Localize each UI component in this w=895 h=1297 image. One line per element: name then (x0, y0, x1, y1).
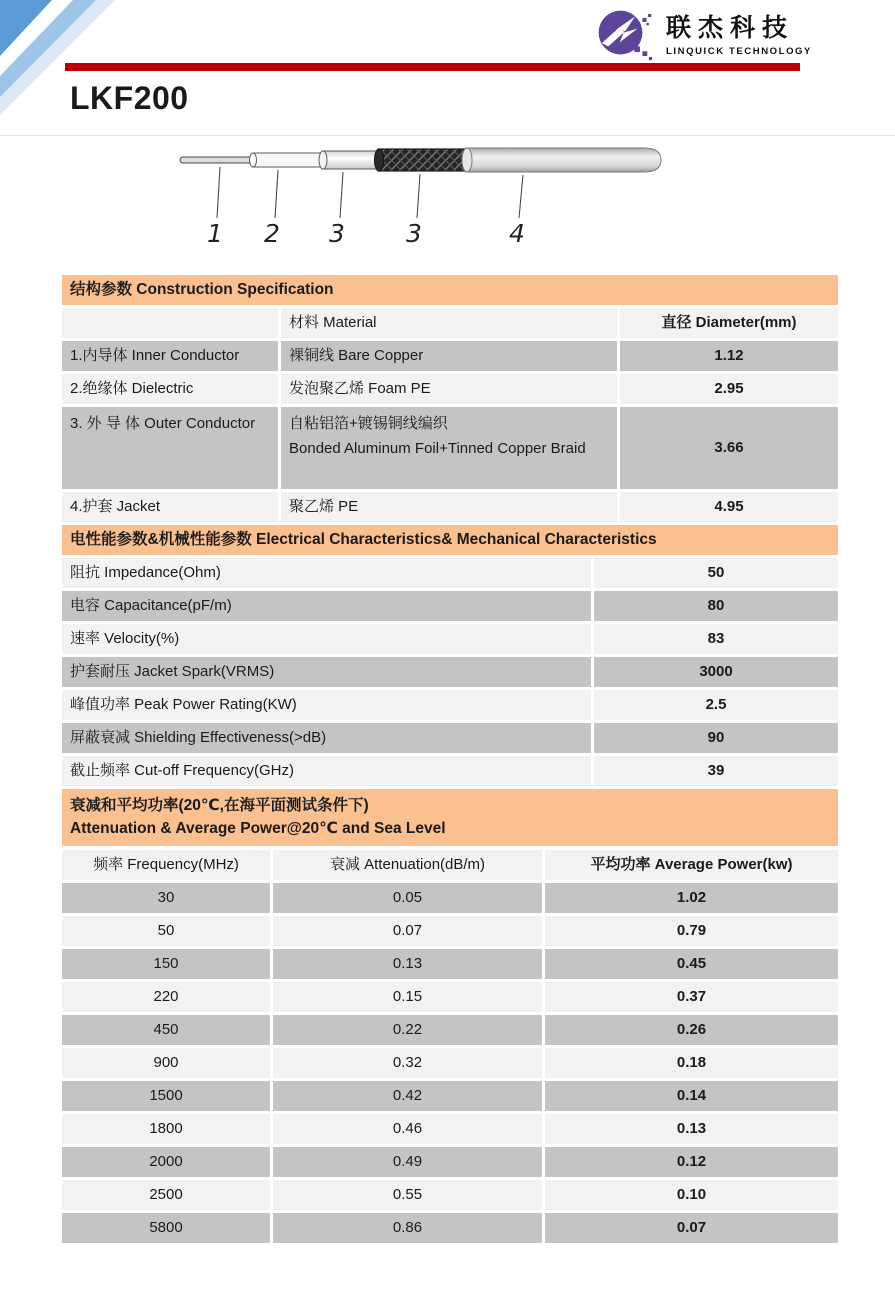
param-label-cell: 屏蔽衰减 Shielding Effectiveness(>dB) (62, 723, 591, 753)
attenuation-row (62, 1114, 838, 1144)
diagram-label-4: 4 (509, 219, 525, 248)
attenuation-table (62, 850, 838, 1243)
param-value-cell: 3000 (594, 657, 838, 687)
diagram-foil (322, 151, 380, 169)
attenuation-cell: 0.07 (273, 916, 542, 946)
diagram-label-2: 2 (264, 219, 280, 248)
power-cell: 0.26 (545, 1015, 838, 1045)
power-cell: 0.45 (545, 949, 838, 979)
param-label-cell: 速率 Velocity(%) (62, 624, 591, 654)
material-cn: 自粘铝箔+镀锡铜线编织 (289, 415, 448, 432)
electrical-row (62, 657, 838, 687)
attenuation-row (62, 1213, 838, 1243)
electrical-row (62, 591, 838, 621)
diagram-inner-conductor (180, 157, 256, 163)
electrical-row (62, 690, 838, 720)
power-cell: 0.79 (545, 916, 838, 946)
construction-row (62, 341, 838, 371)
material-cell: 聚乙烯 PE (281, 492, 617, 522)
attenuation-header-en: Attenuation & Average Power@20℃ and Sea Level (70, 820, 446, 837)
param-value-cell: 90 (594, 723, 838, 753)
company-logo (597, 4, 812, 66)
power-cell: 0.14 (545, 1081, 838, 1111)
header-hairline (0, 135, 895, 136)
power-header-cell: 平均功率 Average Power(kw) (545, 850, 838, 880)
item-header-cell (62, 308, 278, 338)
diagram-jacket (466, 148, 661, 172)
construction-header-row (62, 308, 838, 338)
frequency-header-cell: 频率 Frequency(MHz) (62, 850, 270, 880)
attenuation-cell: 0.42 (273, 1081, 542, 1111)
param-label-cell: 护套耐压 Jacket Spark(VRMS) (62, 657, 591, 687)
attenuation-cell: 0.32 (273, 1048, 542, 1078)
attenuation-section-header (62, 789, 838, 846)
power-cell: 0.37 (545, 982, 838, 1012)
power-cell: 1.02 (545, 883, 838, 913)
electrical-section-header: 电性能参数&机械性能参数 Electrical Characteristics& Mechanical Characteristics (62, 525, 838, 555)
page-title: LKF200 (70, 80, 189, 116)
diameter-cell: 1.12 (620, 341, 838, 371)
company-logo-icon (597, 4, 657, 66)
param-value-cell: 50 (594, 558, 838, 588)
attenuation-cell: 0.15 (273, 982, 542, 1012)
material-cell: 发泡聚乙烯 Foam PE (281, 374, 617, 404)
attenuation-cell: 0.46 (273, 1114, 542, 1144)
attenuation-row (62, 916, 838, 946)
diameter-header-cell: 直径 Diameter(mm) (620, 308, 838, 338)
attenuation-cell: 0.86 (273, 1213, 542, 1243)
frequency-cell: 30 (62, 883, 270, 913)
diagram-dielectric (252, 153, 328, 167)
frequency-cell: 900 (62, 1048, 270, 1078)
frequency-cell: 5800 (62, 1213, 270, 1243)
item-cell: 2.绝缘体 Dielectric (62, 374, 278, 404)
frequency-cell: 2500 (62, 1180, 270, 1210)
frequency-cell: 150 (62, 949, 270, 979)
frequency-cell: 1800 (62, 1114, 270, 1144)
param-label-cell: 峰值功率 Peak Power Rating(KW) (62, 690, 591, 720)
attenuation-row (62, 1015, 838, 1045)
header-divider (65, 63, 800, 71)
material-cell (281, 407, 617, 489)
item-cell: 3. 外 导 体 Outer Conductor (62, 407, 278, 489)
param-label-cell: 阻抗 Impedance(Ohm) (62, 558, 591, 588)
diagram-label-3b: 3 (406, 219, 422, 248)
param-value-cell: 83 (594, 624, 838, 654)
diameter-cell: 2.95 (620, 374, 838, 404)
electrical-row (62, 756, 838, 786)
frequency-cell: 2000 (62, 1147, 270, 1177)
attenuation-cell: 0.49 (273, 1147, 542, 1177)
power-cell: 0.18 (545, 1048, 838, 1078)
material-en: Bonded Aluminum Foil+Tinned Copper Braid (289, 440, 586, 457)
cable-diagram (0, 138, 895, 258)
construction-section-header: 结构参数 Construction Specification (62, 275, 838, 305)
spec-content (62, 275, 838, 1246)
construction-row (62, 492, 838, 522)
attenuation-row (62, 883, 838, 913)
attenuation-row (62, 1081, 838, 1111)
electrical-table (62, 558, 838, 786)
attenuation-header-cn: 衰减和平均功率(20℃,在海平面测试条件下) (70, 797, 369, 814)
attenuation-row (62, 982, 838, 1012)
attenuation-row (62, 1180, 838, 1210)
attenuation-row (62, 1147, 838, 1177)
power-cell: 0.12 (545, 1147, 838, 1177)
attenuation-row (62, 949, 838, 979)
frequency-cell: 220 (62, 982, 270, 1012)
attenuation-row (62, 1048, 838, 1078)
attenuation-header-row (62, 850, 838, 880)
item-cell: 1.内导体 Inner Conductor (62, 341, 278, 371)
param-value-cell: 2.5 (594, 690, 838, 720)
param-value-cell: 80 (594, 591, 838, 621)
diameter-cell: 3.66 (620, 407, 838, 489)
electrical-row (62, 723, 838, 753)
diagram-label-3a: 3 (329, 219, 345, 248)
param-label-cell: 电容 Capacitance(pF/m) (62, 591, 591, 621)
param-value-cell: 39 (594, 756, 838, 786)
power-cell: 0.07 (545, 1213, 838, 1243)
item-cell: 4.护套 Jacket (62, 492, 278, 522)
company-name-en: LINQUICK TECHNOLOGY (666, 46, 812, 57)
diameter-cell: 4.95 (620, 492, 838, 522)
company-name (666, 14, 812, 57)
frequency-cell: 450 (62, 1015, 270, 1045)
frequency-cell: 50 (62, 916, 270, 946)
frequency-cell: 1500 (62, 1081, 270, 1111)
diagram-label-1: 1 (207, 219, 223, 248)
attenuation-cell: 0.13 (273, 949, 542, 979)
diagram-braid (378, 149, 466, 171)
electrical-row (62, 624, 838, 654)
param-label-cell: 截止频率 Cut-off Frequency(GHz) (62, 756, 591, 786)
construction-row (62, 374, 838, 404)
power-cell: 0.13 (545, 1114, 838, 1144)
attenuation-cell: 0.05 (273, 883, 542, 913)
material-header-cell: 材料 Material (281, 308, 617, 338)
electrical-row (62, 558, 838, 588)
attenuation-header-cell: 衰减 Attenuation(dB/m) (273, 850, 542, 880)
company-name-cn: 联杰科技 (666, 14, 795, 42)
construction-table (62, 308, 838, 522)
attenuation-cell: 0.22 (273, 1015, 542, 1045)
material-cell: 裸铜线 Bare Copper (281, 341, 617, 371)
construction-row (62, 407, 838, 489)
attenuation-cell: 0.55 (273, 1180, 542, 1210)
power-cell: 0.10 (545, 1180, 838, 1210)
